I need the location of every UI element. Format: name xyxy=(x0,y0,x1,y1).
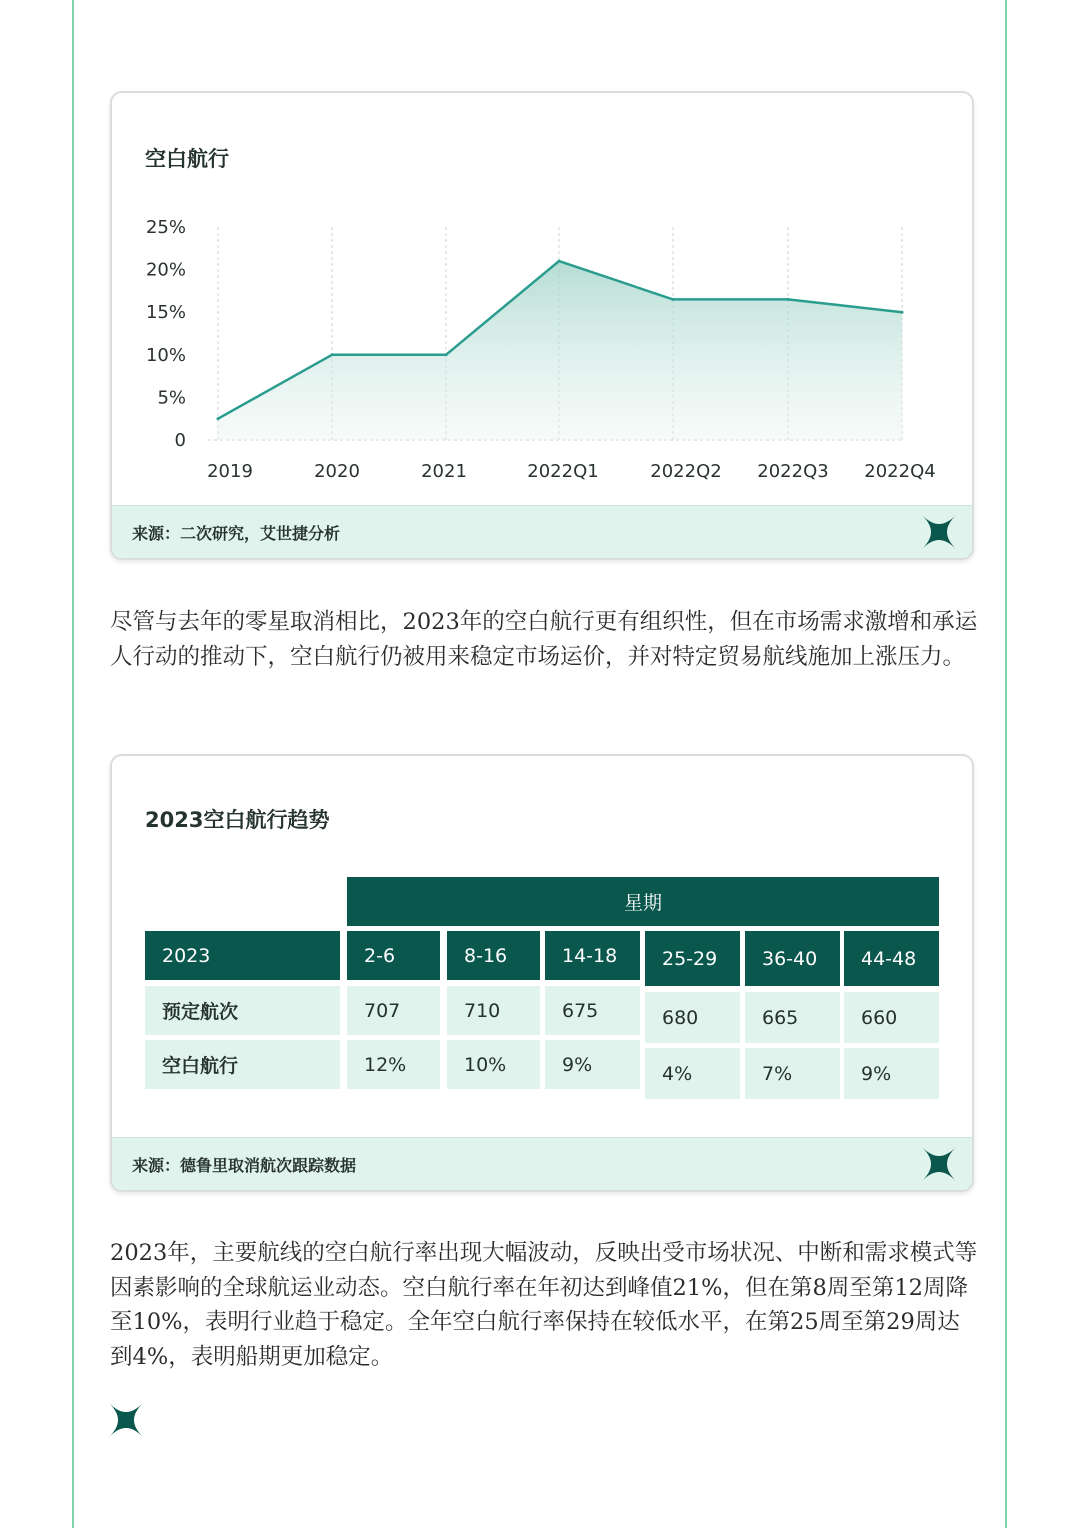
table-cell: 710 xyxy=(447,986,540,1035)
table-cell: 4% xyxy=(645,1048,740,1099)
week-header-36-40: 36-40 xyxy=(745,931,840,986)
x-tick-label: 2021 xyxy=(421,461,467,482)
data-point-2022Q4 xyxy=(901,311,904,314)
star-x-logo-icon xyxy=(922,1147,956,1181)
paragraph-2: 2023年，主要航线的空白航行率出现大幅波动，反映出受市场状况、中断和需求模式等因素影响的全球航运业动态。空白航行率在年初达到峰值21%，但在第8周至第12周降至10%，表明行业趋于稳定。全年空白航行率保持在较低水平，在第25周至第29周达到4%，表明船期更加稳定。 xyxy=(110,1240,978,1370)
table-cell: 12% xyxy=(347,1040,440,1089)
table-cell: 10% xyxy=(447,1040,540,1089)
x-tick-label: 2022Q3 xyxy=(757,461,829,482)
table-title: 2023空白航行趋势 xyxy=(145,808,330,832)
data-point-2022Q1 xyxy=(558,260,561,263)
week-header-44-48: 44-48 xyxy=(844,931,939,986)
y-tick-label: 10% xyxy=(145,344,186,366)
week-header-14-18: 14-18 xyxy=(545,931,640,980)
chart-source-bar xyxy=(112,505,972,558)
data-point-2020 xyxy=(331,353,334,356)
page-frame-left-line xyxy=(72,0,74,1528)
week-header-2-6: 2-6 xyxy=(347,931,440,980)
data-point-2021 xyxy=(445,353,448,356)
x-tick-label: 2022Q1 xyxy=(527,461,599,482)
y-tick-label: 20% xyxy=(145,259,186,281)
data-point-2019 xyxy=(217,417,220,420)
y-tick-label: 15% xyxy=(145,302,186,324)
week-header-8-16: 8-16 xyxy=(447,931,540,980)
paragraph-1: 尽管与去年的零星取消相比，2023年的空白航行更有组织性，但在市场需求激增和承运人行动的推动下，空白航行仍被用来稳定市场运价，并对特定贸易航线施加上涨压力。 xyxy=(110,609,978,670)
table-cell: 9% xyxy=(844,1048,939,1099)
table-group-header-week: 星期 xyxy=(347,877,939,926)
row-label-blank-sailings: 空白航行 xyxy=(145,1040,340,1089)
table-cell: 680 xyxy=(645,992,740,1043)
chart-source-text: 来源：二次研究，艾世捷分析 xyxy=(132,524,341,543)
table-cell: 9% xyxy=(545,1040,640,1089)
y-tick-label: 25% xyxy=(145,217,186,238)
line-chart xyxy=(112,93,972,503)
week-header-25-29: 25-29 xyxy=(645,931,740,986)
table-source-bar xyxy=(112,1137,972,1190)
row-label-booked-voyages: 预定航次 xyxy=(145,986,340,1035)
y-tick-label: 0 xyxy=(174,430,186,451)
table-cell: 7% xyxy=(745,1048,840,1099)
chart-card xyxy=(110,91,974,560)
table-cell: 675 xyxy=(545,986,640,1035)
page-frame-right-line xyxy=(1005,0,1007,1528)
table-card xyxy=(110,754,974,1192)
x-tick-label: 2022Q4 xyxy=(864,461,936,482)
table-cell: 665 xyxy=(745,992,840,1043)
table-source-text: 来源：德鲁里取消航次跟踪数据 xyxy=(132,1156,357,1175)
table-cell: 707 xyxy=(347,986,440,1035)
chart-title: 空白航行 xyxy=(145,147,229,171)
star-x-logo-icon xyxy=(109,1403,143,1437)
y-tick-label: 5% xyxy=(157,387,186,409)
table-cell: 660 xyxy=(844,992,939,1043)
data-point-2022Q3 xyxy=(787,298,790,301)
x-tick-label: 2019 xyxy=(207,461,253,482)
data-point-2022Q2 xyxy=(672,298,675,301)
table-row-header-year: 2023 xyxy=(145,931,340,980)
series-area xyxy=(218,261,902,440)
star-x-logo-icon xyxy=(922,515,956,549)
x-tick-label: 2020 xyxy=(314,461,360,482)
x-tick-label: 2022Q2 xyxy=(650,461,722,482)
